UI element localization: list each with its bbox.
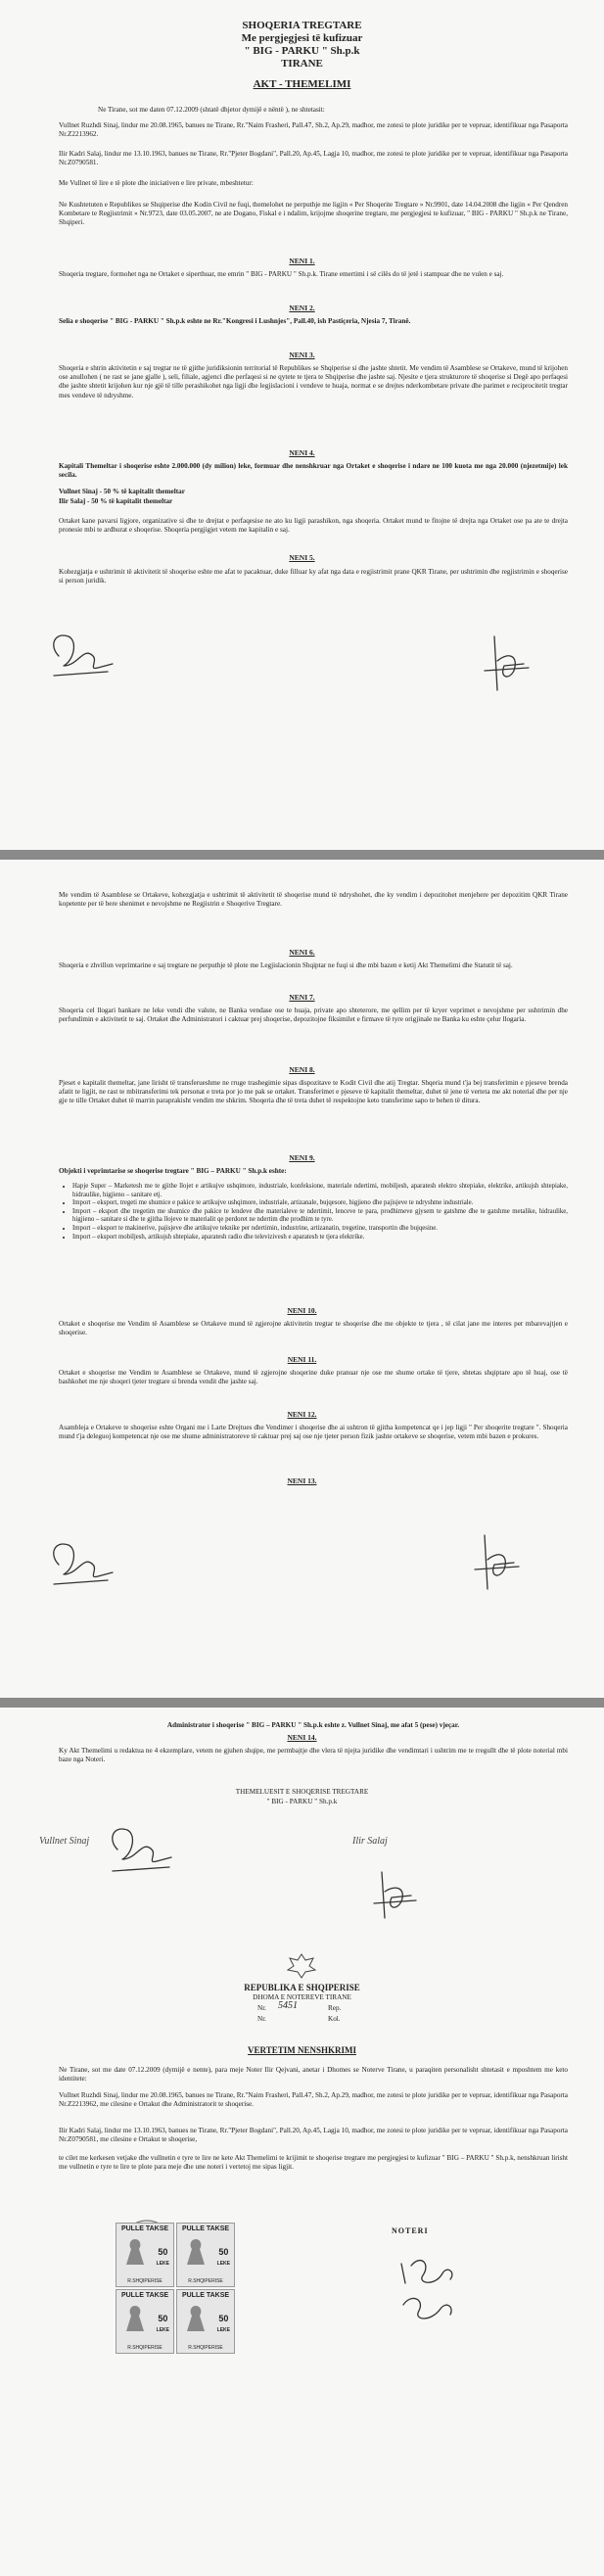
will-text: Me Vullnet të lire e të plote dhe iniciativen e lire private, mbeshtetur: [59, 179, 254, 187]
rep-label: Rep. [328, 2004, 342, 2012]
object-item: • Import – eksport, tregeti me shumice e pakice te artikujve ushqimore, industriale, artizanale, bujqesore, higjieno dhe pajisjeve te ndryshme industriale. [72, 1199, 568, 1208]
tax-stamp-3: PULLE TAKSE 50 LEKE R.SHQIPERISE [116, 2289, 174, 2354]
neni-2-heading: NENI 2. [289, 304, 315, 312]
neni-8-heading: NENI 8. [289, 1065, 315, 1074]
document-page-2 [0, 860, 604, 1698]
neni-13-heading: NENI 13. [287, 1476, 317, 1485]
albania-eagle-emblem [284, 1950, 319, 1980]
verification-title: VERTETIM NENSHKRIMI [248, 2045, 356, 2055]
nr-value: 5451 [278, 2000, 298, 2011]
republic-heading: REPUBLIKA E SHQIPERISE [244, 1983, 360, 1992]
nr-label: Nr. [257, 2004, 266, 2012]
neni-4-heading: NENI 4. [289, 448, 315, 457]
legal-basis: Ne Kushtetuten e Republikes se Shqiperise dhe Kodin Civil ne fuqi, themelohet ne perputhje me ligjin « Per Shoqerite Tregtare » Nr.9901, date 14.04.2008 dhe ligjin « Per Qendren Kombetare te Regjistrimit » Nr.9723, date 03.05.2007, ne ate Dogano, Fiskal e i ndalim, krijojme shoqerine tregtare, me pergjegjesi te kufizuar, " BIG - PARKU " Sh.p.k ne Tirane, Shqiperi. [59, 201, 568, 227]
neni-5-text: Kohezgjatja e ushtrimit të aktivitetit të shoqerise eshte me afat te pacaktuar, duke filluar ky afat nga data e regjistrimit prane QKR Tirane, per ushtrimin dhe regjistrimin e shoqerise si person juridik. [59, 568, 568, 585]
document-page-3 [0, 1708, 604, 2576]
company-name: " BIG - PARKU " Sh.p.k [244, 45, 360, 57]
founders-company: " BIG - PARKU " Sh.p.k [266, 1798, 338, 1805]
neni-2-text: Selia e shoqerise " BIG - PARKU " Sh.p.k eshte ne Rr."Kongresi i Lushnjes", Pall.40, ish Pastiçeria, Njesia 7, Tiranë. [59, 317, 411, 325]
verification-intro: Ne Tirane, sot me date 07.12.2009 (dymijë e nente), para meje Noter Ilir Qejvani, anetar i Dhomes se Noterve Tirane, u paraqiten personalisht shtetasit e mposhtem me keto identitete: [59, 2066, 568, 2084]
neni-11-heading: NENI 11. [287, 1355, 317, 1364]
neni-9-heading: NENI 9. [289, 1153, 315, 1162]
signature-vullnet-sinaj [39, 627, 127, 695]
share-2: Ilir Salaj - 50 % të kapitalit themeltar [59, 497, 173, 505]
tax-stamp-2: PULLE TAKSE 50 LEKE R.SHQIPERISE [176, 2223, 235, 2287]
nr-label-2: Nr. [257, 2015, 266, 2023]
document-page-1 [0, 0, 604, 850]
company-header: SHOQERIA TREGTARE [242, 20, 362, 31]
neni-12-heading: NENI 12. [287, 1410, 317, 1419]
neni-3-text: Shoqeria e shtrin aktivitetin e saj tregtar ne të gjithe juridiksionin territorial të Republikes se Shqiperise si dhe jashte shtetit. Me vendim të Asamblese se Ortakeve, mund të krijohen ose anullohen ( ne rast se jane gjalle ), seli, filiale, agjenci dhe perfaqesi si ne qytete te tjera te Shqiperise dhe jashte saj. Njesite e tjera strukturore të shoqerise si Degë apo perfaqesi dhe jashte shtetit krijohen kur nje gjë të tille perashikohet nga ligji dhe legjislacioni i vendeve te huaja, normat e se drejtes nderkombetare private dhe parimet e reciprocitetit tregtar mes vendeve të ndryshme. [59, 364, 568, 399]
tax-stamp-4: PULLE TAKSE 50 LEKE R.SHQIPERISE [176, 2289, 235, 2354]
company-subtitle: Me pergjegjesi të kufizuar [241, 32, 363, 44]
signature-vullnet-sinaj-founders [93, 1810, 201, 1889]
neni-1-text: Shoqeria tregtare, formohet nga ne Ortaket e siperthuar, me emrin " BIG - PARKU " Sh.p.k. Tirane emertimi i së cilës do të jetë i stampuar dhe ne vulen e saj. [59, 270, 504, 278]
tax-stamp-1: PULLE TAKSE 50 LEKE R.SHQIPERISE [116, 2223, 174, 2287]
document-title: AKT - THEMELIMI [253, 78, 351, 90]
handwritten-name-vullnet: Vullnet Sinaj [39, 1836, 90, 1847]
notary-chamber: DHOMA E NOTEREVE TIRANE [253, 1993, 351, 2001]
intro-text: Ne Tirane, sot me daten 07.12.2009 (shtatë dhjetor dymijë e nëntë ), ne shtetasit: [98, 106, 325, 114]
neni-10-heading: NENI 10. [287, 1306, 317, 1315]
objects-list [59, 1183, 568, 1241]
share-1: Vullnet Sinaj - 50 % të kapitalit themeltar [59, 488, 185, 495]
signature-ilir-salaj-p2 [460, 1525, 538, 1604]
neni-6-text: Shoqeria e zhvillon veprimtarine e saj tregtare ne perputhje të plote me Legjislacionin Shqiptar ne fuqi si dhe mbi bazen e ketij Akt Themelimi dhe Statutit të saj. [59, 961, 513, 969]
neni-14-text: Ky Akt Themelimi u redaktua ne 4 ekzemplare, vetem ne gjuhen shqipe, me permbajtje dhe vlera të njejta juridike dhe vendimtari i ushtrim me te rregullt dhe të plote noterial mbi baze nga Noteri. [59, 1747, 568, 1764]
administrator-line: Administrator i shoqerise " BIG – PARKU " Sh.p.k eshte z. Vullnet Sinaj, me afat 5 (pese) vjeçar. [166, 1721, 460, 1729]
objects-title: Objekti i veprimtarise se shoqerise tregtare " BIG – PARKU " Sh.p.k eshte: [59, 1167, 287, 1175]
object-item: • Import – eksport dhe tregetim me shumice dhe pakice te lendeve dhe materialeve te ndertimit, lenceve te para, prodhimeve gjysem te gatshme dhe te gatshme metalike, hidraulike, higjieno – sanitare si dhe te gjitha llojeve te materialit qe perdoret ne ndertim dhe prodhim te tyre. [72, 1208, 568, 1225]
notary-label: NOTERI [392, 2226, 429, 2235]
neni-8-text: Pjeset e kapitalit themeltar, jane lirisht të transferueshme ne rruge trashegimie sipas dispozitave te Kodit Civil dhe atij Tregtar. Shqeria mund t'ja bej transferimin e pjeseve brenda afatit te ligjit, ne rast te mbitransferimi tek personat e treta por jo me pak se ortaket. Transferimet e pjeseve të kapitalit themeltar, duhet të jene të verteta me akt noterial dhe per nje gje te tille Ortaket duhet të marrin paraprakisht vendim me shkrim. Shoqeria dhe të treta duhet të respektojne keto transferime sapo te behen të ditura. [59, 1079, 568, 1105]
signature-notary [392, 2244, 480, 2342]
object-item: • Hapje Super – Marketesh me te gjithe llojet e artikujve ushqimore, industriale, konfeksione, materiale ndertimi, mobiljesh, aparatesh elektro shtepiake, elektrike, artikujsh shtepiake, hidraulike, higjieno – sanitare etj. [72, 1183, 568, 1199]
neni-6-heading: NENI 6. [289, 948, 315, 957]
object-item: • Import – eksport mobiljesh, artikujsh shtepiake, aparatesh radio dhe televizivesh e aparatesh te tjera elektrike. [72, 1234, 568, 1242]
page2-intro: Me vendim të Asamblese se Ortakeve, kohezgjatja e ushtrimit të aktivitetit të shoqerise mund të ndryshohet, dhe ky vendim i depozitohet menjehere per depozitim QKR Tirane kopetente per të bere shenimet e nevojshme ne Regjistrin e Shoqerive Tregtare. [59, 891, 568, 909]
neni-3-heading: NENI 3. [289, 351, 315, 359]
verified-founder-1: Vullnet Ruzhdi Sinaj, lindur me 20.08.1965, banues ne Tirane, Rr."Naim Frasheri, Pall.47, Sh.2, Ap.29, madhor, me zotesi te plote juridike per te vepruar, identifikuar nga Pasaporta Nr.Z2213962, me cilesine e Ortakut dhe Administratorit te shoqerise. [59, 2091, 568, 2109]
signature-vullnet-sinaj-p2 [39, 1535, 127, 1604]
handwritten-name-ilir: Ilir Salaj [352, 1836, 388, 1847]
founder-1: Vullnet Ruzhdi Sinaj, lindur me 20.08.1965, banues ne Tirane, Rr."Naim Frasheri, Pall.47, Sh.2, Ap.29, madhor, me zotesi te plote juridike per te vepruar, identifikuar nga Pasaporta Nr.Z2213962. [59, 121, 568, 139]
founder-2: Ilir Kadri Salaj, lindur me 13.10.1963, banues ne Tirane, Rr."Pjeter Bogdani", Pall.20, Ap.45, Lagja 10, madhor, me zotesi te plote juridike per te vepruar, identifikuar nga Pasaporta Nr.Z0790581. [59, 150, 568, 167]
signature-ilir-salaj-founders [362, 1864, 431, 1933]
kol-label: Kol. [328, 2015, 341, 2023]
neni-12-text: Asambleja e Ortakeve te shoqerise eshte Organi me i Larte Drejtues dhe Vendimer i shoqerise dhe ai ushtron të gjitha kompetencat qe i jep ligji " Per shoqerite tregtare ". Shoqeria mund t'ja deleguoj kompetencat nje ose me shume administratoreve të caktuar prej saj ose nje tjeter person fizik jashte ortakeve se shoqerise, vetem mbi bazen e prokures. [59, 1424, 568, 1441]
neni-10-text: Ortaket e shoqerise me Vendim të Asamblese se Ortakeve mund të zgjerojne aktivitetin tregtar te shoqerise dhe me objekte te tjera , të cilat jane me interes per mbarevajtjen e shoqerise. [59, 1320, 568, 1337]
neni-1-heading: NENI 1. [289, 257, 315, 265]
neni-14-heading: NENI 14. [287, 1733, 317, 1742]
object-item: • Import – eksport te makinerive, pajisjeve dhe artikujve teknike per ndertimin, industrine, artizanatin, tregetine, transportin dhe bujqesine. [72, 1225, 568, 1234]
signature-ilir-salaj [470, 627, 548, 705]
neni-11-text: Ortaket e shoqerise me Vendim te Asamblese se Ortakeve, mund të zgjerojne shoqerine duke pranuar nje ose me shume ortake të tjere, shtetas shqiptare apo të huaj, ose të bashkohet me nje shoqeri tjeter tregtare si brenda vendit dhe jashte saj. [59, 1369, 568, 1386]
neni-5-heading: NENI 5. [289, 553, 315, 562]
neni-4-text: Kapitali Themeltar i shoqerise eshte 2.000.000 (dy milion) leke, formuar dhe nenshkruar nga Ortaket e shoqerise i ndare ne 100 kuota me nga 20.000 (njezetmije) lek secila. [59, 462, 568, 480]
verified-founder-2: Ilir Kadri Salaj, lindur me 13.10.1963, banues ne Tirane, Rr."Pjeter Bogdani", Pall.20, Ap.45, Lagja 10, madhor, me zotesi te plote juridike per te vepruar, identifikuar nga Pasaporta Nr.Z0790581, me cilesine e Ortakut te shoqerise, [59, 2127, 568, 2144]
founders-title: THEMELUESIT E SHOQERISE TREGTARE [235, 1788, 369, 1796]
neni-7-heading: NENI 7. [289, 993, 315, 1002]
verification-body: te cilet me kerkesen vetjake dhe vullnetin e tyre te lire ne kete Akt Themelimi te krijimit te shoqerise tregtare me pergjegjesi te kufizuar " BIG – PARKU " Sh.p.k, nenshkruan lirisht me vullnetin e tyre te lire te plote para meje dhe une noteri i vertetoj me sipas ligjit. [59, 2154, 568, 2172]
neni-5-preface: Ortaket kane pavarsi ligjore, organizative si dhe te drejtat e perfaqesise ne ato ku ligji parashikon, nga shoqeria. Ortaket mund te fitojne të drejta nga Ortaket ose pa ate te drejta pronesie mbi te ardhurat e shoqerise. Shoqeria pergjigjet vetem me kapitalin e saj. [59, 517, 568, 535]
company-city: TIRANE [281, 58, 323, 70]
neni-7-text: Shoqeria cel llogari bankare ne leke vendi dhe valute, ne Banka vendase ose te huaja, private apo shteterore, me qellim per të kryer veprimet e nevojshme per ushtrimin dhe perfundimin e aktivitetit te saj. Ortaket dhe Administratori i caktuar prej shoqerise, depozitojne fiksimilet e firmave të tyre origjinale ne Banka ku eshte çelur llogaria. [59, 1007, 568, 1024]
